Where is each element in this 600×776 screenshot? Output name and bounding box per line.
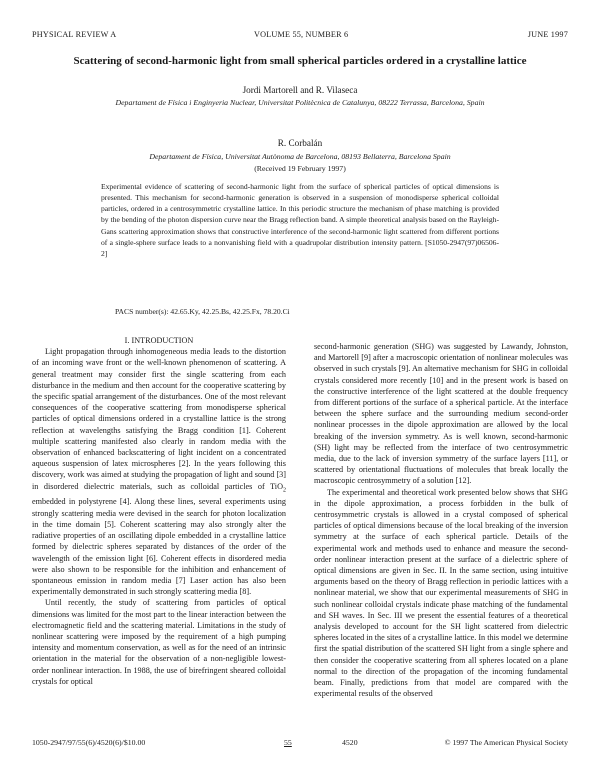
- left-column: [32, 335, 286, 687]
- issue-date: JUNE 1997: [527, 30, 568, 39]
- paragraph: [32, 346, 286, 597]
- received-date: (Received 19 February 1997): [254, 164, 346, 173]
- paragraph: Until recently, the study of scattering from particles of optical dimensions was limited for the most part to the linear interaction between the electromagnetic field and the scattering material. Limitations in the study of nonlinear scattering were imposed by the requirement of a high pumping intensity and momentum conservation, as well as for the need of an intrinsic orientation in the material for the observation of a non-negligible lowest-order nonlinear interaction. In 1988, the use of birefringent sheared colloidal crystals for optical: [32, 598, 286, 686]
- volume-footer: 55: [284, 738, 292, 747]
- paragraph-text: Light propagation through inhomogeneous media leads to the distortion of an incoming wave front or the well-known phenomenon of scattering. A general treatment may consider first the single scattering from each disturbance in the medium and then account for the cooperative scattering by the specific spatial arrangement of the disturbances. One of the most relevant consequences of the cooperative scattering from monodisperse spherical particles of optical dimensions ordered in a crystalline lattice is the strong reflection at wavelengths satisfying the Bragg condition [1]. Coherent multiple scattering manifested also clearly in random media with the observation of enhanced backscattering of light incident on a concentrated aqueous suspension of latex microspheres [2]. In the years following this discovery, work was aimed at studying the propagation of light and sound [3] in disordered dielectric materials, such as colloidal particles of TiO: [32, 347, 286, 491]
- article-code: 1050-2947/97/55(6)/4520(6)/$10.00: [32, 738, 146, 747]
- subscript: 2: [283, 487, 286, 494]
- affiliation-primary: Departament de Física i Enginyeria Nuclear, Universitat Politècnica de Catalunya, 08222 Terrassa, Barcelona, Spain: [115, 98, 485, 107]
- paper-title: Scattering of second-harmonic light from small spherical particles ordered in a crystalline lattice: [73, 55, 527, 67]
- paragraph: The experimental and theoretical work presented below shows that SHG in the dipole approximation, a process forbidden in the bulk of centrosymmetric crystals is allowed in a crystal composed of spherical particles of optical dimensions because of the local breaking of the inversion symmetry at the surface of each spherical particle. Details of the experimental work and methods used to enhance and measure the second-order nonlinear interaction present at the surface of a dielectric sphere of optical dimensions are given in Sec. II. In the same section, using intuitive arguments based on the theory of Bragg reflection in periodic lattices with a nonlinear material, we show that our experimental measurements of SHG in such nonlinear colloidal crystals indicate phase matching of the fundamental and SH waves. In Sec. III we present the essential features of a theoretical analysis developed to account for the SH light scattered from dielectric spheres located in the sites of a crystalline lattice. In this model we determine first the spatial distribution of the scattered SH light from a single sphere and then consider the cooperative scattering from all spheres located on a plane normal to the direction of the propagation of the incoming fundamental beam. Finally, predictions from that model are compared with the experimental results of the observed: [314, 487, 568, 699]
- paragraph-text: embedded in polystyrene [4]. Along these lines, several experiments using strongly scattering media were devised in the search for photon localization in the time domain [5]. Coherent scattering may also strongly alter the radiative properties of an oscillating dipole embedded in a crystalline lattice formed by dielectric spheres separated by distances of the order of the wavelength of the emission light [6]. Coherent effects in disordered media were also shown to be responsible for the inhibition and enhancement of spontaneous emission in random media [7] Laser action has also been experimentally demonstrated in such strongly scattering media [8].: [32, 497, 286, 597]
- right-column: [314, 341, 568, 700]
- journal-name: PHYSICAL REVIEW A: [32, 30, 117, 39]
- section-heading: I. INTRODUCTION: [124, 336, 194, 345]
- copyright: © 1997 The American Physical Society: [444, 738, 568, 747]
- volume-number: VOLUME 55, NUMBER 6: [254, 30, 349, 39]
- authors-primary: Jordi Martorell and R. Vilaseca: [242, 85, 358, 95]
- page-number: 4520: [342, 738, 358, 747]
- paragraph: second-harmonic generation (SHG) was suggested by Lawandy, Johnston, and Martorell [9] after a macroscopic orientation of nonlinear molecules was observed in such crystals [9]. An alternative mechanism for SHG in colloidal crystals considered more recently [10] and in the present work is based on the constructive interference of the light scattered at the double frequency from different portions of the surface of a spherical particle. At the interface between the sphere surface and the surrounding medium second-order nonlinear processes in the dipole approximation are allowed by the local breaking of the inversion symmetry. As is well known, second-harmonic (SH) light may be reflected from the interface of two centrosymmetric media, due to the lack of inversion symmetry of the surface layers [11], or scattered by orientational fluctuations of molecules that break locally the macroscopic centrosymmetry of a solution [12].: [314, 342, 568, 486]
- pacs-numbers: PACS number(s): 42.65.Ky, 42.25.Bs, 42.25.Fx, 78.20.Ci: [115, 307, 290, 316]
- abstract: Experimental evidence of scattering of second-harmonic light from the surface of spherical particles of optical dimensions is presented. This mechanism for second-harmonic generation is observed in a suspension of monodisperse spherical colloidal particles, ordered in a centrosymmetric crystalline lattice. In this periodic structure the mechanism of phase matching is provided by the bending of the photon dispersion curve near the Bragg reflection band. A simple theoretical analysis based on the Rayleigh-Gans scattering approximation shows that constructive interference of the second-harmonic light scattered from different portions of a single-sphere surface leads to a nonvanishing field with a quadrupolar distribution intensity pattern. [S1050-2947(97)06506-2]: [101, 182, 499, 258]
- affiliation-secondary: Departament de Física, Universitat Autònoma de Barcelona, 08193 Bellaterra, Barcelona Spain: [149, 152, 451, 161]
- authors-secondary: R. Corbalán: [277, 138, 323, 148]
